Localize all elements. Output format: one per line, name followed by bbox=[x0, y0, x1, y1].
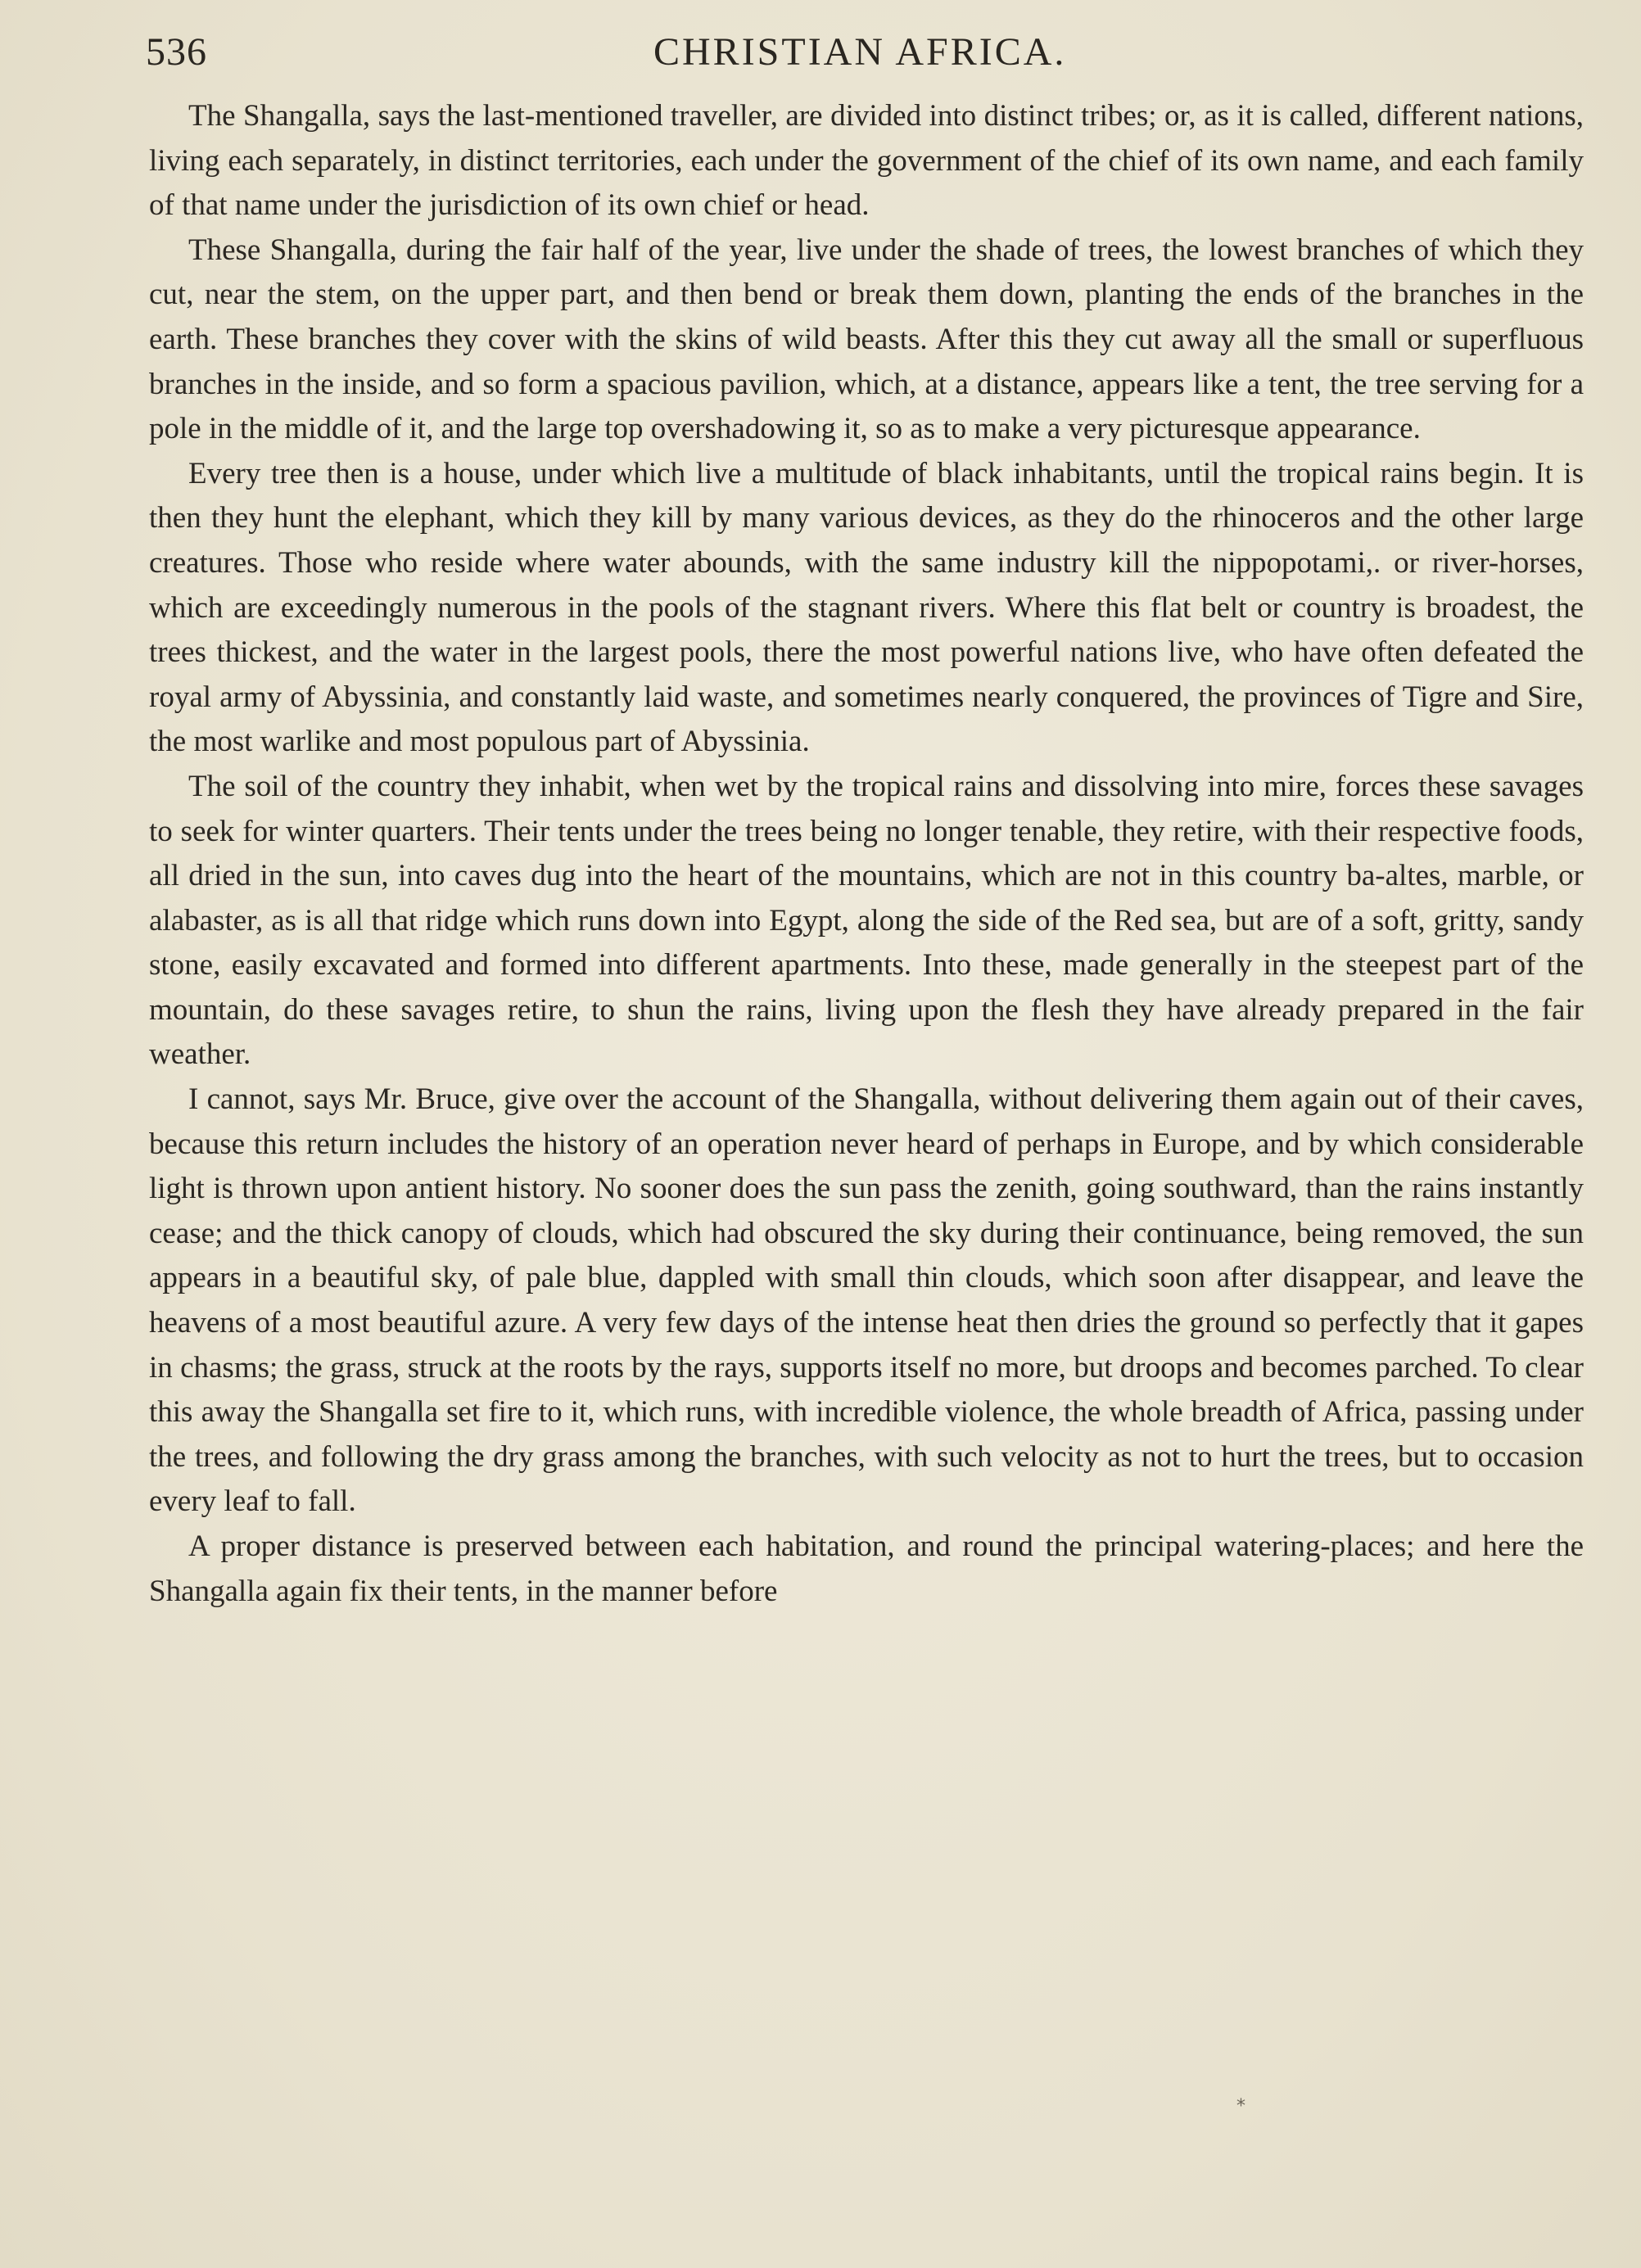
paragraph: The Shangalla, says the last-mentioned traveller, are divided into distinct tribes; or, as it is called, different nations, living each separately, in distinct territories, each under the government of the chief of its own name, and each family of that name under the jurisdiction of its own chief or head. bbox=[149, 99, 1584, 223]
footer-mark: * bbox=[1236, 2096, 1245, 2117]
paragraph: A proper distance is preserved between each habitation, and round the principal watering-places; and here the Shangalla again fix their tents, in the manner before bbox=[149, 1529, 1584, 1608]
running-head bbox=[146, 25, 1587, 90]
paragraph: These Shangalla, during the fair half of the year, live under the shade of trees, the lowest branches of which they cut, near the stem, on the upper part, and then bend or break them down, planting the ends of the branches in the earth. These branches they cover with the skins of wild beasts. After this they cut away all the small or superfluous branches in the inside, and so form a spacious pavilion, which, at a distance, appears like a tent, the tree serving for a pole in the middle of it, and the large top overshadowing it, so as to make a very picturesque appearance. bbox=[149, 233, 1584, 446]
body-text bbox=[149, 94, 1584, 1614]
page-header-title: CHRISTIAN AFRICA. bbox=[653, 30, 1067, 74]
paragraph: I cannot, says Mr. Bruce, give over the account of the Shangalla, without delivering them again out of their caves, because this return includes the history of an operation never heard of perhaps in Europe, and by which considerable light is thrown upon antient history. No sooner does the sun pass the zenith, going southward, than the rains instantly cease; and the thick canopy of clouds, which had obscured the sky during their continuance, being removed, the sun appears in a beautiful sky, of pale blue, dappled with small thin clouds, which soon after disappear, and leave the heavens of a most beautiful azure. A very few days of the intense heat then dries the ground so perfectly that it gapes in chasms; the grass, struck at the roots by the rays, supports itself no more, but droops and becomes parched. To clear this away the Shangalla set fire to it, which runs, with incredible violence, the whole breadth of Africa, passing under the trees, and following the dry grass among the branches, with such velocity as not to hurt the trees, but to occasion every leaf to fall. bbox=[149, 1082, 1584, 1519]
page-number: 536 bbox=[146, 30, 207, 74]
paragraph: The soil of the country they inhabit, when wet by the tropical rains and dissolving into mire, forces these savages to seek for winter quarters. Their tents under the trees being no longer tenable, they retire, with their respective foods, all dried in the sun, into caves dug into the heart of the mountains, which are not in this country ba-altes, marble, or alabaster, as is all that ridge which runs down into Egypt, along the side of the Red sea, but are of a soft, gritty, sandy stone, easily excavated and formed into different apartments. Into these, made generally in the steepest part of the mountain, do these savages retire, to shun the rains, living upon the flesh they have already prepared in the fair weather. bbox=[149, 769, 1584, 1072]
paragraph: Every tree then is a house, under which live a multitude of black inhabitants, until the tropical rains begin. It is then they hunt the elephant, which they kill by many various devices, as they do the rhinoceros and the other large creatures. Those who reside where water abounds, with the same industry kill the nippopotami,. or river-horses, which are exceedingly numerous in the pools of the stagnant rivers. Where this flat belt or country is broadest, the trees thickest, and the water in the largest pools, there the most powerful nations live, who have often defeated the royal army of Abyssinia, and constantly laid waste, and sometimes nearly conquered, the provinces of Tigre and Sire, the most warlike and most populous part of Abyssinia. bbox=[149, 456, 1584, 759]
